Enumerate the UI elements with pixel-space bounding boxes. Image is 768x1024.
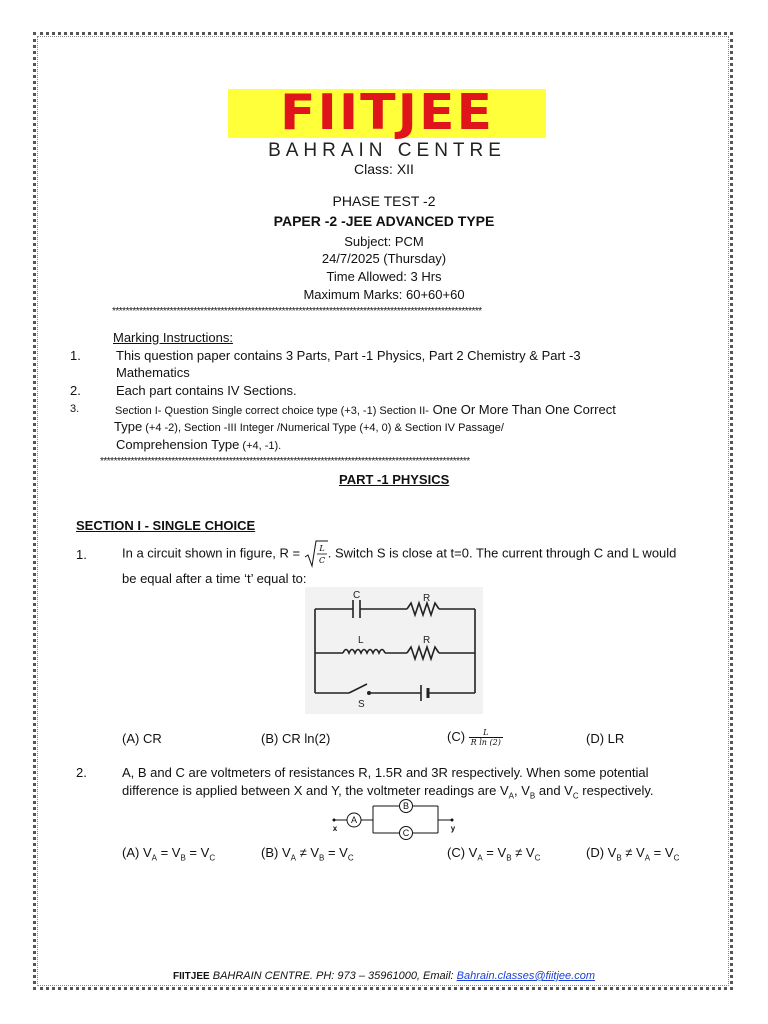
- test-title: PHASE TEST -2: [332, 193, 436, 209]
- q2-comma: , V: [514, 783, 530, 798]
- instr-3-line2b: (+4 -2), Section -III Integer /Numerical Type (+4, 0) & Section IV Passage/: [142, 422, 504, 434]
- section-title: SECTION I - SINGLE CHOICE: [76, 518, 256, 533]
- q2-line1: A, B and C are voltmeters of resistances R, 1.5R and 3R respectively. When some potential: [122, 765, 649, 780]
- footer-brand: FIITJEE: [172, 971, 210, 982]
- footer-email-link[interactable]: Bahrain.classes@fiitjee.com: [456, 970, 596, 982]
- q1-line2: be equal after a time ‘t’ equal to:: [122, 571, 307, 586]
- instr-1-line2: Mathematics: [116, 365, 190, 380]
- q2-sub-b: B: [529, 791, 536, 801]
- q2-l2a: difference is applied between X and Y, the voltmeter readings are V: [122, 783, 509, 798]
- q1-frac-n: L: [319, 544, 325, 553]
- q2-option-a: [122, 845, 215, 863]
- terminal-x: x: [332, 824, 338, 833]
- q2-option-d: [586, 845, 679, 863]
- page-border-inner: [37, 36, 729, 986]
- instr-num-1: 1.: [70, 348, 81, 363]
- circuit-label-r2: R: [423, 635, 431, 646]
- q1-frac-d: C: [318, 556, 325, 565]
- q2d-0: (D) V: [586, 845, 617, 860]
- instructions-title: Marking Instructions:: [113, 330, 233, 345]
- q2a-3: B: [180, 853, 186, 863]
- voltmeter-diagram: [328, 798, 464, 842]
- q2c-4: ≠ V: [511, 845, 535, 860]
- circuit-diagram: [305, 587, 483, 714]
- logo-brand: FIITJEE: [279, 84, 495, 142]
- sqrt-symbol: [304, 540, 328, 568]
- q2d-4: = V: [650, 845, 674, 860]
- circuit-label-r1: R: [423, 593, 431, 604]
- divider-stars: *************************************************************************************************************: [112, 306, 482, 317]
- q2b-5: C: [347, 853, 354, 863]
- logo: [228, 84, 546, 142]
- q1-option-c-n: L: [469, 728, 503, 738]
- q2-option-b: [261, 845, 354, 863]
- q1-option-c-d: R ln (2): [470, 738, 501, 748]
- q1-option-d: (D) LR: [586, 731, 625, 746]
- terminal-y: y: [450, 824, 456, 833]
- circuit-label-l: L: [358, 635, 364, 646]
- q2a-0: (A) V: [122, 845, 152, 860]
- instr-2-line1: Each part contains IV Sections.: [116, 383, 297, 398]
- q2-number: 2.: [76, 765, 87, 780]
- q2-option-c: [447, 845, 540, 863]
- q2b-4: = V: [324, 845, 348, 860]
- q1-pre: In a circuit shown in figure, R =: [122, 545, 304, 561]
- q1-option-c-pre: (C): [447, 729, 469, 744]
- footer-text: BAHRAIN CENTRE. PH: 973 – 35961000, Email:: [209, 970, 457, 982]
- divider-stars-2: *************************************************************************************************************: [100, 456, 470, 467]
- instr-1-line1: This question paper contains 3 Parts, Part -1 Physics, Part 2 Chemistry & Part -3: [116, 348, 581, 363]
- instr-3-line2: [114, 419, 504, 434]
- instr-3-line3a: Comprehension Type: [116, 437, 240, 452]
- q2d-5: C: [673, 853, 680, 863]
- class-label: Class: XII: [354, 161, 414, 177]
- circuit-label-s: S: [358, 699, 365, 710]
- q1-option-a: (A) CR: [122, 731, 162, 746]
- q1-option-c: [447, 724, 503, 750]
- q1-post: . Switch S is close at t=0. The current through C and L would: [327, 545, 677, 561]
- q2a-2: = V: [156, 845, 181, 860]
- q2b-2: ≠ V: [295, 845, 319, 860]
- q1-option-c-frac: [469, 728, 503, 747]
- q1-line1: [122, 540, 676, 568]
- instr-num-3: 3.: [70, 403, 80, 415]
- voltmeter-b: B: [402, 801, 410, 811]
- q2a-5: C: [209, 853, 216, 863]
- q2d-2: ≠ V: [621, 845, 645, 860]
- instr-3-line1b: One Or More Than One Correct: [428, 402, 616, 417]
- date: 24/7/2025 (Thursday): [321, 251, 447, 266]
- q2c-3: B: [506, 853, 512, 863]
- footer: [0, 970, 768, 982]
- q1-number: 1.: [76, 547, 87, 562]
- q2-sub-c: C: [572, 791, 579, 801]
- instr-num-2: 2.: [70, 383, 81, 398]
- voltmeter-c: C: [402, 828, 410, 838]
- instr-3-line1: [115, 402, 616, 417]
- q2a-1: A: [151, 853, 157, 863]
- max-marks: Maximum Marks: 60+60+60: [303, 287, 465, 302]
- q2c-5: C: [534, 853, 541, 863]
- q2b-0: (B) V: [261, 845, 291, 860]
- subject: Subject: PCM: [344, 234, 424, 249]
- time-allowed: Time Allowed: 3 Hrs: [326, 269, 442, 284]
- q2b-1: A: [290, 853, 296, 863]
- q2b-3: B: [319, 853, 325, 863]
- q2c-0: (C) V: [447, 845, 478, 860]
- q2a-4: = V: [185, 845, 210, 860]
- q2-l2b: respectively.: [578, 783, 654, 798]
- logo-centre: BAHRAIN CENTRE: [268, 140, 506, 161]
- instr-3-line3: [116, 437, 281, 452]
- q2d-3: A: [644, 853, 651, 863]
- voltmeter-a: A: [350, 815, 358, 825]
- circuit-label-c: C: [353, 590, 361, 601]
- instr-3-line1a: Section I- Question Single correct choice type (+3, -1) Section II-: [115, 405, 429, 417]
- instr-3-line2a: Type: [114, 419, 143, 434]
- q2-and: and V: [535, 783, 573, 798]
- part-title: PART -1 PHYSICS: [339, 472, 450, 487]
- q2c-2: = V: [482, 845, 507, 860]
- instr-3-line3b: (+4, -1).: [239, 440, 282, 452]
- q2c-1: A: [477, 853, 483, 863]
- q2-sub-a: A: [508, 791, 514, 801]
- q1-option-b: (B) CR ln(2): [261, 731, 331, 746]
- paper-title: PAPER -2 -JEE ADVANCED TYPE: [273, 213, 495, 229]
- q2d-1: B: [616, 853, 622, 863]
